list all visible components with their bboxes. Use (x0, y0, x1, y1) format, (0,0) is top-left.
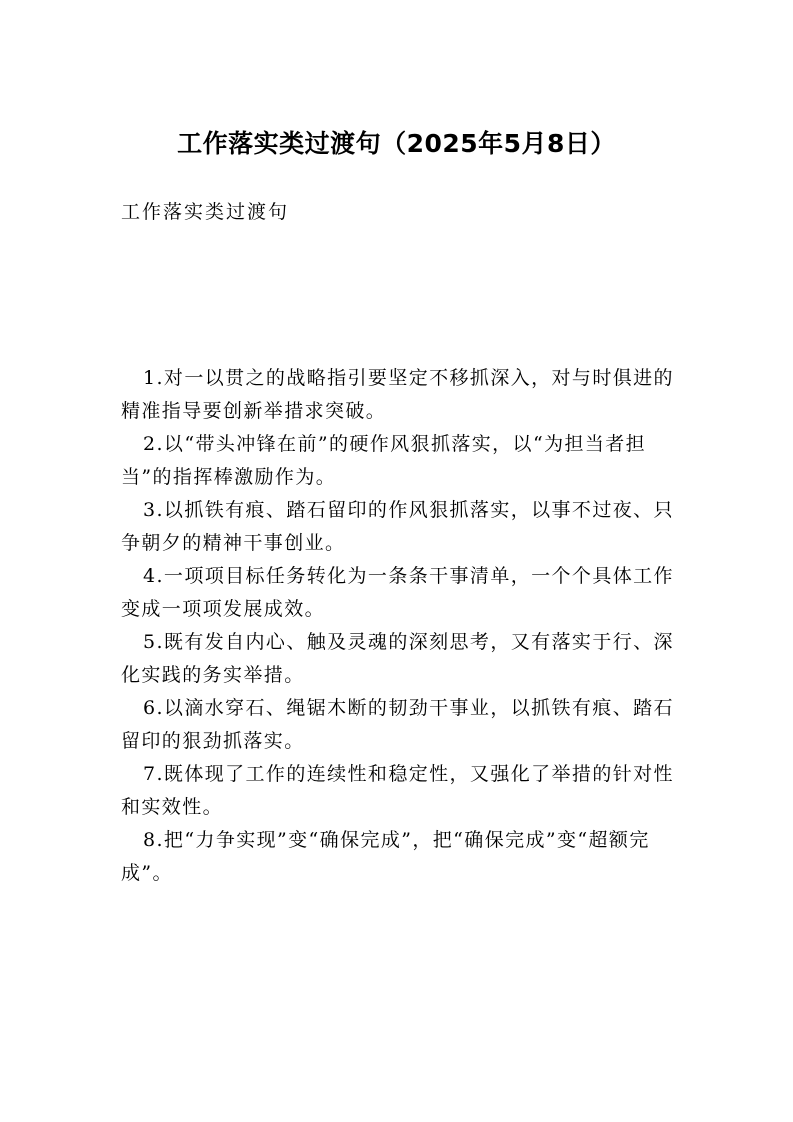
list-item: 3.以抓铁有痕、踏石留印的作风狠抓落实，以事不过夜、只争朝夕的精神干事创业。 (121, 499, 674, 554)
list-item: 5.既有发自内心、触及灵魂的深刻思考，又有落实于行、深化实践的务实举措。 (121, 631, 674, 686)
document-subtitle: 工作落实类过渡句 (121, 201, 290, 223)
list-item: 1.对一以贯之的战略指引要坚定不移抓深入，对与时俱进的精准指导要创新举措求突破。 (121, 367, 674, 422)
list-item: 7.既体现了工作的连续性和稳定性，又强化了举措的针对性和实效性。 (121, 763, 674, 818)
list-item: 8.把“力争实现”变“确保完成”，把“确保完成”变“超额完成”。 (121, 829, 650, 884)
list-item: 6.以滴水穿石、绳锯木断的韧劲干事业，以抓铁有痕、踏石留印的狠劲抓落实。 (121, 697, 674, 752)
item-list (121, 362, 676, 890)
list-item: 2.以“带头冲锋在前”的硬作风狠抓落实，以“为担当者担当”的指挥棒激励作为。 (121, 433, 647, 488)
list-item: 4.一项项目标任务转化为一条条干事清单，一个个具体工作变成一项项发展成效。 (121, 565, 674, 620)
document-title: 工作落实类过渡句（2025年5月8日） (177, 129, 616, 158)
